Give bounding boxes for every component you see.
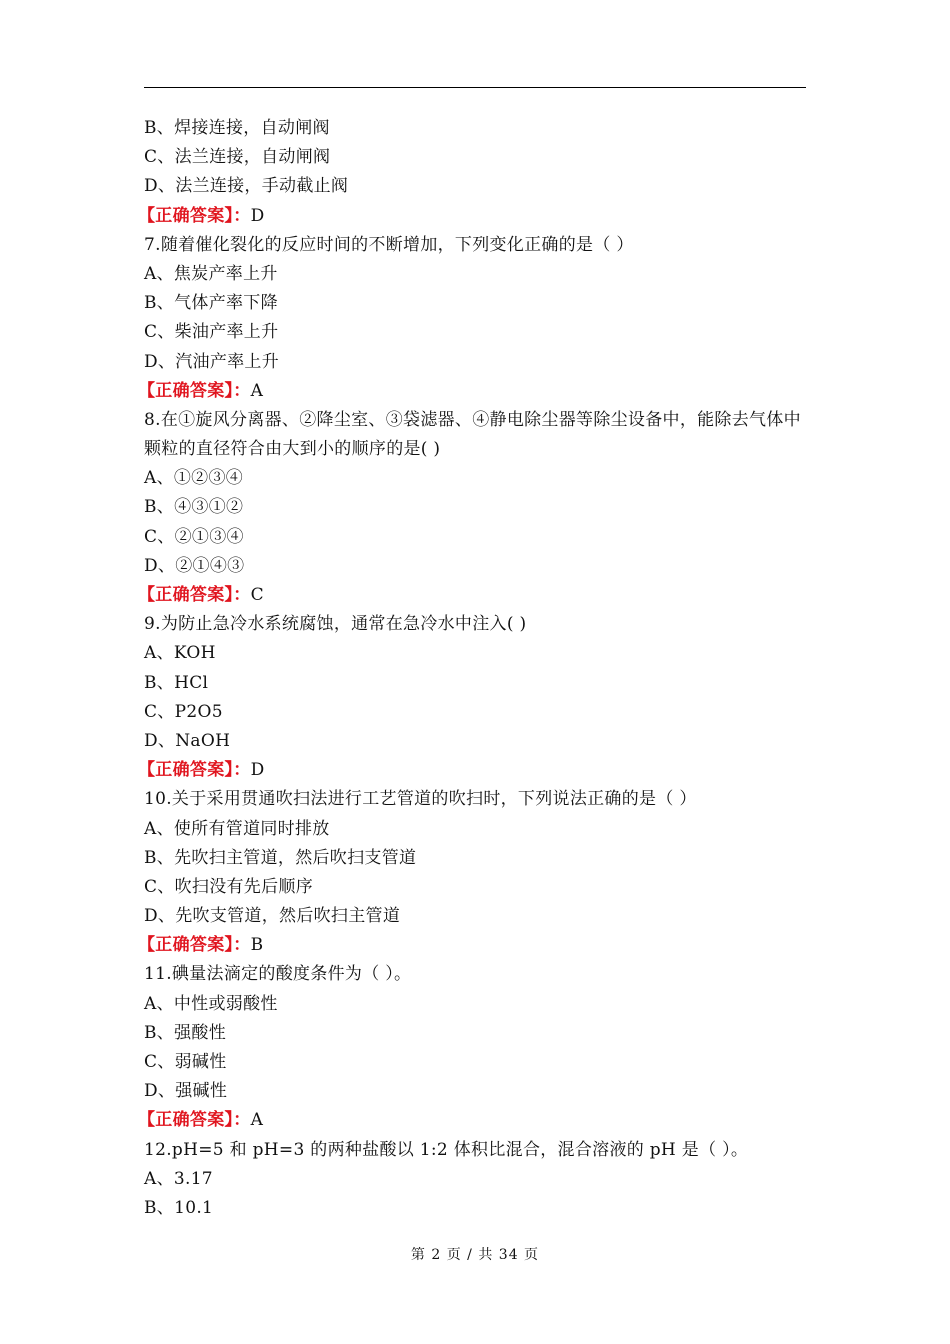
option-line: D、先吹支管道，然后吹扫主管道 — [144, 906, 401, 927]
option-line: A、使所有管道同时排放 — [144, 818, 330, 839]
answer-line — [138, 202, 806, 231]
option-line: C、②①③④ — [144, 526, 244, 547]
answer-value: A — [250, 380, 264, 401]
header-rule — [144, 87, 806, 88]
question-stem: 12.pH=5 和 pH=3 的两种盐酸以 1:2 体积比混合，混合溶液的 pH 是（ ）。 — [144, 1139, 749, 1160]
option-line: A、中性或弱酸性 — [144, 993, 278, 1014]
answer-line — [138, 931, 806, 960]
option-line: D、汽油产率上升 — [144, 351, 280, 372]
answer-value: D — [250, 205, 265, 226]
question-stem: 9.为防止急冷水系统腐蚀，通常在急冷水中注入( ) — [144, 614, 527, 635]
option-line: C、吹扫没有先后顺序 — [144, 876, 314, 897]
option-line: C、柴油产率上升 — [144, 322, 279, 343]
question-stem: 7.随着催化裂化的反应时间的不断增加，下列变化正确的是（ ） — [144, 234, 634, 255]
option-line: A、焦炭产率上升 — [144, 263, 278, 284]
question-stem: 11.碘量法滴定的酸度条件为（ ）。 — [144, 964, 412, 985]
answer-label: 【正确答案】： — [138, 205, 251, 226]
option-line: B、④③①② — [144, 497, 244, 518]
question-stem: 8.在①旋风分离器、②降尘室、③袋滤器、④静电除尘器等除尘设备中，能除去气体中颗粒的直径符合由大到小的顺序的是( ) — [144, 409, 801, 460]
option-line: B、强酸性 — [144, 1022, 226, 1043]
option-line: A、①②③④ — [144, 468, 244, 489]
option-line: C、P2O5 — [144, 701, 223, 722]
answer-label: 【正确答案】： — [138, 585, 251, 606]
option-line: A、3.17 — [144, 1168, 213, 1189]
option-line: B、10.1 — [144, 1197, 214, 1218]
option-line: D、②①④③ — [144, 555, 245, 576]
page-footer: 第 2 页 / 共 34 页 — [410, 1247, 540, 1263]
answer-value: C — [250, 585, 264, 606]
option-line: C、法兰连接，自动闸阀 — [144, 147, 331, 168]
answer-line — [138, 377, 806, 406]
option-line: B、HCl — [144, 672, 209, 693]
answer-value: B — [250, 935, 264, 956]
question-stem: 10.关于采用贯通吹扫法进行工艺管道的吹扫时，下列说法正确的是（ ） — [144, 789, 697, 810]
option-line: D、法兰连接，手动截止阀 — [144, 176, 349, 197]
option-line: D、NaOH — [144, 730, 231, 751]
answer-label: 【正确答案】： — [138, 935, 251, 956]
answer-line — [138, 1106, 806, 1135]
answer-label: 【正确答案】： — [138, 760, 251, 781]
answer-label: 【正确答案】： — [138, 380, 251, 401]
option-line: D、强碱性 — [144, 1081, 228, 1102]
option-line: C、弱碱性 — [144, 1052, 227, 1073]
document-body — [138, 114, 806, 1223]
option-line: B、焊接连接，自动闸阀 — [144, 118, 330, 138]
answer-value: D — [250, 760, 265, 781]
option-line: B、气体产率下降 — [144, 293, 278, 314]
answer-line — [138, 581, 806, 610]
answer-line — [138, 756, 806, 785]
answer-value: A — [250, 1110, 264, 1131]
option-line: B、先吹扫主管道，然后吹扫支管道 — [144, 847, 417, 868]
answer-label: 【正确答案】： — [138, 1110, 251, 1131]
option-line: A、KOH — [144, 643, 216, 664]
